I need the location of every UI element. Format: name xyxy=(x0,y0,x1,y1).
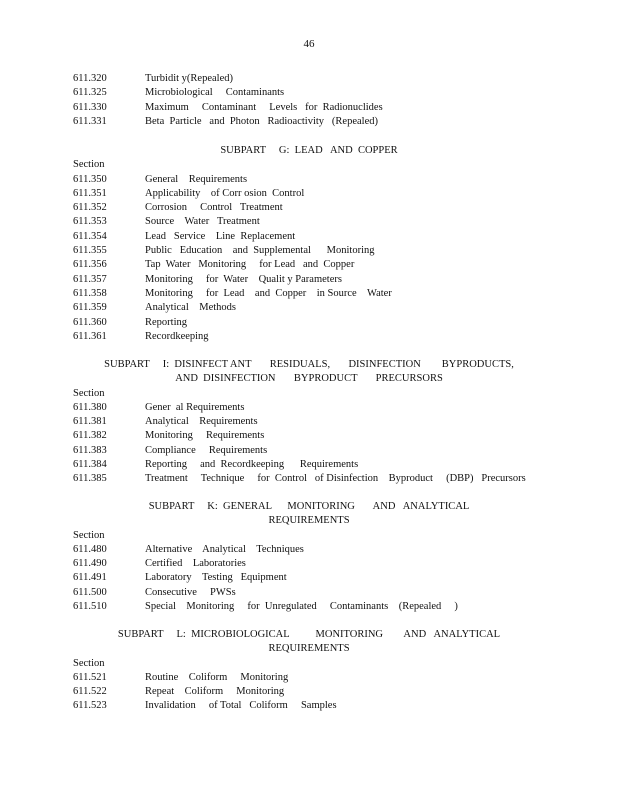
section-number: 611.510 xyxy=(73,601,107,613)
section-title: Gener al Requirements xyxy=(145,401,245,413)
section-number: 611.385 xyxy=(73,473,107,485)
section-title: Source Water Treatment xyxy=(145,216,260,228)
section-number: 611.350 xyxy=(73,173,107,185)
section-number: 611.352 xyxy=(73,202,107,214)
toc-entry xyxy=(0,201,618,215)
section-number: 611.358 xyxy=(73,287,107,299)
section-title: General Requirements xyxy=(145,173,248,185)
section-number: 611.382 xyxy=(73,430,107,442)
toc-entry xyxy=(0,586,618,600)
section-number: 611.381 xyxy=(73,416,107,428)
toc-entry xyxy=(0,671,618,685)
toc-entry xyxy=(0,173,618,187)
toc-entry xyxy=(0,699,618,713)
toc-entry xyxy=(0,115,618,129)
section-label: Section xyxy=(73,529,105,541)
page-number: 46 xyxy=(303,38,315,50)
subpart-heading: REQUIREMENTS xyxy=(268,515,350,527)
subpart-heading: REQUIREMENTS xyxy=(268,643,350,655)
toc-entry xyxy=(0,316,618,330)
section-title: Special Monitoring for Unregulated Contaminants (Repealed ) xyxy=(145,601,458,613)
section-title: Maximum Contaminant Levels for Radionuclides xyxy=(145,101,383,113)
toc-entry xyxy=(0,415,618,429)
section-number: 611.500 xyxy=(73,586,107,598)
toc-entry xyxy=(0,258,618,272)
section-title: Recordkeeping xyxy=(145,330,209,342)
toc-entry xyxy=(0,685,618,699)
section-number: 611.522 xyxy=(73,686,107,698)
section-title: Tap Water Monitoring for Lead and Copper xyxy=(145,259,355,271)
subpart-heading: SUBPART L: MICROBIOLOGICAL MONITORING AND ANALYTICAL xyxy=(117,629,501,640)
toc-entry xyxy=(0,187,618,201)
toc-entry xyxy=(0,458,618,472)
toc-entry xyxy=(0,401,618,415)
section-title: Corrosion Control Treatment xyxy=(145,202,283,214)
section-title: Consecutive PWSs xyxy=(145,586,236,598)
section-number: 611.325 xyxy=(73,87,107,99)
section-title: Turbidit y(Repealed) xyxy=(145,73,233,84)
section-number: 611.521 xyxy=(73,671,107,683)
section-number: 611.480 xyxy=(73,543,107,555)
toc-block xyxy=(0,358,618,487)
section-title: Microbiological Contaminants xyxy=(145,87,285,99)
section-number: 611.355 xyxy=(73,245,107,257)
section-number: 611.383 xyxy=(73,444,107,456)
section-number: 611.331 xyxy=(73,115,107,127)
section-title: Monitoring for Lead and Copper in Source Water xyxy=(145,287,392,299)
section-number: 611.359 xyxy=(73,302,107,314)
section-title: Repeat Coliform Monitoring xyxy=(145,686,285,698)
toc-entry xyxy=(0,72,618,86)
subpart-heading: SUBPART G: LEAD AND COPPER xyxy=(220,145,398,156)
section-title: Applicability of Corr osion Control xyxy=(145,187,305,199)
section-number: 611.360 xyxy=(73,316,107,328)
section-number: 611.356 xyxy=(73,259,107,271)
toc-entry xyxy=(0,330,618,344)
section-title: Analytical Methods xyxy=(145,302,236,314)
section-title: Certified Laboratories xyxy=(145,558,246,570)
section-title: Reporting and Recordkeeping Requirements xyxy=(145,459,359,471)
section-number: 611.523 xyxy=(73,700,107,712)
toc-block xyxy=(0,500,618,614)
section-label: Section xyxy=(73,657,105,669)
section-number: 611.380 xyxy=(73,401,107,413)
toc-block xyxy=(0,144,618,344)
section-number: 611.384 xyxy=(73,459,107,471)
section-label: Section xyxy=(73,159,105,171)
toc-entry xyxy=(0,444,618,458)
section-number: 611.361 xyxy=(73,330,107,342)
section-number: 611.490 xyxy=(73,558,107,570)
toc-entry xyxy=(0,101,618,115)
subpart-heading: SUBPART I: DISINFECT ANT RESIDUALS, DISINFECTION BYPRODUCTS, xyxy=(104,359,514,370)
toc-entry xyxy=(0,301,618,315)
toc-entry xyxy=(0,244,618,258)
section-number: 611.353 xyxy=(73,216,107,228)
toc-entry xyxy=(0,557,618,571)
toc-entry xyxy=(0,600,618,614)
subpart-heading: AND DISINFECTION BYPRODUCT PRECURSORS xyxy=(175,373,443,385)
toc-block xyxy=(0,628,618,714)
toc-entry xyxy=(0,543,618,557)
section-title: Compliance Requirements xyxy=(145,444,268,456)
section-title: Reporting xyxy=(145,316,187,328)
subpart-heading: SUBPART K: GENERAL MONITORING AND ANALYTICAL xyxy=(148,501,470,512)
toc-entry xyxy=(0,215,618,229)
section-label: Section xyxy=(73,387,105,399)
section-title: Analytical Requirements xyxy=(145,416,258,428)
section-number: 611.354 xyxy=(73,230,107,242)
section-title: Alternative Analytical Techniques xyxy=(145,543,304,555)
section-number: 611.330 xyxy=(73,101,107,113)
toc-entry xyxy=(0,287,618,301)
section-title: Routine Coliform Monitoring xyxy=(145,671,289,683)
section-number: 611.320 xyxy=(73,73,107,84)
section-number: 611.491 xyxy=(73,572,107,584)
toc-entry xyxy=(0,429,618,443)
section-title: Beta Particle and Photon Radioactivity (Repealed) xyxy=(145,115,378,127)
section-number: 611.357 xyxy=(73,273,107,285)
section-title: Laboratory Testing Equipment xyxy=(145,572,287,584)
section-title: Invalidation of Total Coliform Samples xyxy=(145,700,337,712)
toc-entry xyxy=(0,273,618,287)
toc-block xyxy=(0,72,618,129)
toc-entry xyxy=(0,571,618,585)
section-title: Public Education and Supplemental Monitoring xyxy=(145,245,375,257)
section-number: 611.351 xyxy=(73,187,107,199)
section-title: Treatment Technique for Control of Disinfection Byproduct (DBP) Precursors xyxy=(145,473,526,485)
section-title: Lead Service Line Replacement xyxy=(145,230,296,242)
toc-entry xyxy=(0,230,618,244)
toc-entry xyxy=(0,86,618,100)
toc-entry xyxy=(0,472,618,486)
section-title: Monitoring for Water Qualit y Parameters xyxy=(145,273,342,285)
section-title: Monitoring Requirements xyxy=(145,430,265,442)
